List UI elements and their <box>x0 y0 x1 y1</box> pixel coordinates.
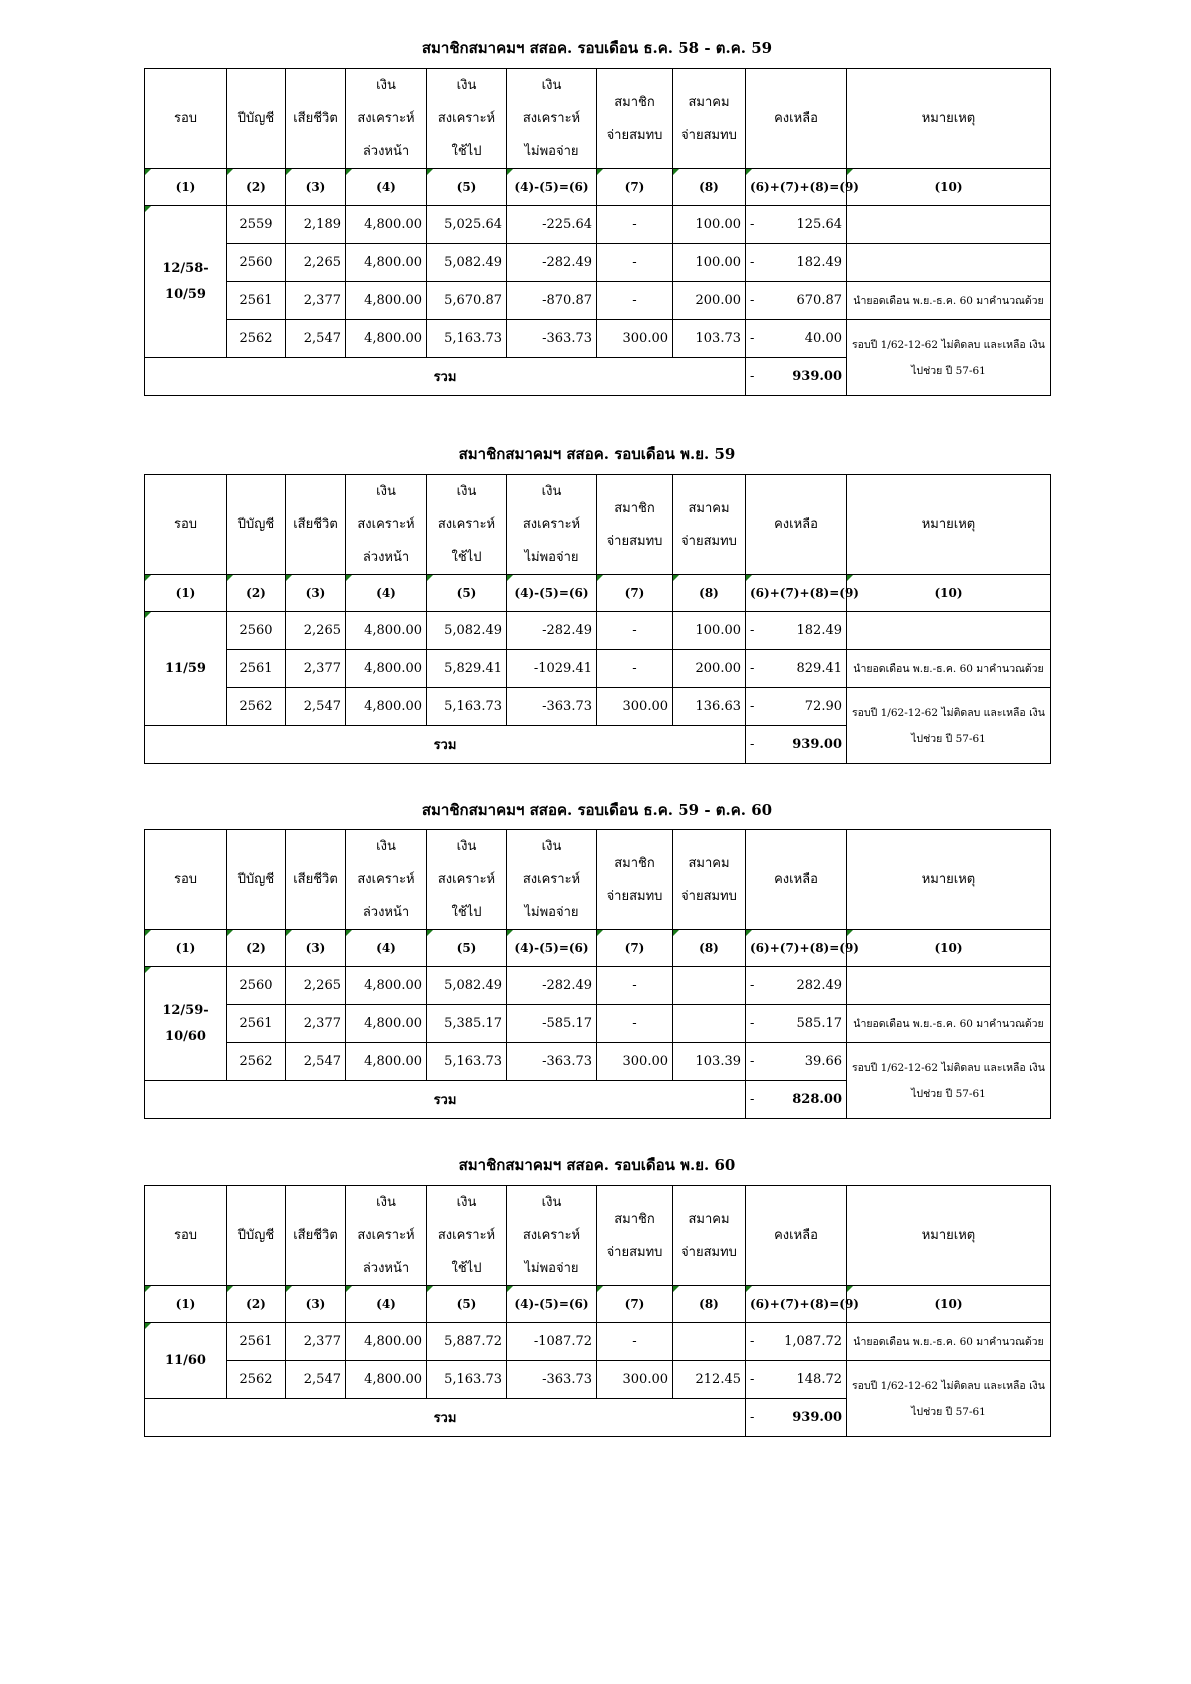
header-used-line: เงิน <box>456 78 477 93</box>
fiscal-year-cell: 2559 <box>227 206 286 244</box>
dash-mark: - <box>750 661 755 676</box>
dash-mark: - <box>750 293 755 308</box>
header-shortfall-line: ไม่พอจ่าย <box>524 550 579 565</box>
assoc-contrib-cell: 200.00 <box>673 650 746 688</box>
column-number: (6)+(7)+(8)=(9) <box>746 930 847 967</box>
header-assoc-contrib-line: จ่ายสมทบ <box>681 888 737 904</box>
header-deceased: เสียชีวิต <box>286 69 346 169</box>
header-advance-line: ล่วงหน้า <box>362 144 410 159</box>
advance-cell: 4,800.00 <box>346 967 427 1005</box>
header-fiscal-year: ปีบัญชี <box>227 830 286 930</box>
column-number: (5) <box>427 930 507 967</box>
column-number: (10) <box>847 169 1051 206</box>
dash-mark: - <box>750 255 755 270</box>
column-number: (7) <box>597 930 673 967</box>
advance-cell: 4,800.00 <box>346 282 427 320</box>
member-contrib-cell: 300.00 <box>597 1361 673 1399</box>
column-number: (10) <box>847 930 1051 967</box>
shortfall-cell: -363.73 <box>507 1361 597 1399</box>
fiscal-year-cell: 2561 <box>227 1005 286 1043</box>
header-advance-line: เงิน <box>376 1195 396 1210</box>
balance-value: 282.49 <box>796 978 842 993</box>
header-member-contrib-line: จ่ายสมทบ <box>606 1244 663 1260</box>
member-contrib-cell: - <box>597 612 673 650</box>
header-assoc-contrib-line: จ่ายสมทบ <box>681 127 737 143</box>
column-number: (10) <box>847 1286 1051 1323</box>
balance-value: 585.17 <box>796 1016 842 1031</box>
header-advance-line: เงิน <box>376 484 396 499</box>
advance-cell: 4,800.00 <box>346 206 427 244</box>
header-balance: คงเหลือ <box>746 475 847 575</box>
deceased-cell: 2,547 <box>286 1361 346 1399</box>
advance-cell: 4,800.00 <box>346 612 427 650</box>
deceased-cell: 2,265 <box>286 244 346 282</box>
remark-cell: รอบปี 1/62-12-62 ไม่ติดลบ และเหลือ เงินไปช่วย ปี 57-61 <box>847 1361 1051 1437</box>
deceased-cell: 2,265 <box>286 967 346 1005</box>
header-assoc-contrib-line: จ่ายสมทบ <box>681 533 737 549</box>
header-remark: หมายเหตุ <box>847 1186 1051 1286</box>
column-number: (1) <box>145 575 227 612</box>
header-round: รอบ <box>145 475 227 575</box>
advance-cell: 4,800.00 <box>346 650 427 688</box>
header-shortfall-line: สงเคราะห์ <box>522 517 581 532</box>
table-row <box>145 1361 1051 1399</box>
dash-mark: - <box>750 1334 755 1349</box>
header-remark: หมายเหตุ <box>847 475 1051 575</box>
column-number: (3) <box>286 1286 346 1323</box>
column-number: (4) <box>346 930 427 967</box>
total-label: รวม <box>145 1399 746 1437</box>
shortfall-cell: -363.73 <box>507 320 597 358</box>
fiscal-year-cell: 2561 <box>227 282 286 320</box>
table-title: สมาชิกสมาคมฯ สสอค. รอบเดือน พ.ย. 60 <box>458 1156 736 1174</box>
header-member-contrib <box>597 1186 673 1286</box>
used-cell: 5,670.87 <box>427 282 507 320</box>
balance-value: 148.72 <box>796 1372 842 1387</box>
summary-section <box>144 0 1050 1684</box>
header-used-line: เงิน <box>456 839 477 854</box>
balance-value: 829.41 <box>796 661 842 676</box>
column-number: (1) <box>145 930 227 967</box>
advance-cell: 4,800.00 <box>346 688 427 726</box>
remark-cell: รอบปี 1/62-12-62 ไม่ติดลบ และเหลือ เงินไปช่วย ปี 57-61 <box>847 1043 1051 1119</box>
header-advance-line: ล่วงหน้า <box>362 550 410 565</box>
column-number: (7) <box>597 1286 673 1323</box>
header-advance-line: สงเคราะห์ <box>357 1228 415 1243</box>
used-cell: 5,082.49 <box>427 967 507 1005</box>
dash-mark: - <box>750 737 755 752</box>
column-number: (8) <box>673 930 746 967</box>
header-shortfall-line: เงิน <box>541 78 562 93</box>
deceased-cell: 2,377 <box>286 1005 346 1043</box>
member-contrib-cell: - <box>597 244 673 282</box>
header-member-contrib-line: สมาชิก <box>614 94 655 110</box>
column-number: (2) <box>227 575 286 612</box>
header-shortfall-line: สงเคราะห์ <box>522 1228 581 1243</box>
column-number: (7) <box>597 575 673 612</box>
header-advance <box>346 1186 427 1286</box>
header-advance-line: เงิน <box>376 839 396 854</box>
header-advance-line: สงเคราะห์ <box>357 872 415 887</box>
fiscal-year-cell: 2561 <box>227 1323 286 1361</box>
balance-cell <box>746 1323 847 1361</box>
column-number: (2) <box>227 930 286 967</box>
shortfall-cell: -282.49 <box>507 244 597 282</box>
fiscal-year-cell: 2561 <box>227 650 286 688</box>
header-shortfall-line: ไม่พอจ่าย <box>524 144 579 159</box>
member-contrib-cell: - <box>597 282 673 320</box>
fiscal-year-cell: 2562 <box>227 1361 286 1399</box>
header-member-contrib-line: สมาชิก <box>614 500 655 516</box>
header-assoc-contrib-line: สมาคม <box>688 500 730 516</box>
advance-cell: 4,800.00 <box>346 1005 427 1043</box>
fiscal-year-cell: 2562 <box>227 688 286 726</box>
header-used-line: สงเคราะห์ <box>437 517 496 532</box>
column-number: (6)+(7)+(8)=(9) <box>746 169 847 206</box>
shortfall-cell: -225.64 <box>507 206 597 244</box>
deceased-cell: 2,547 <box>286 1043 346 1081</box>
deceased-cell: 2,265 <box>286 612 346 650</box>
shortfall-cell: -282.49 <box>507 612 597 650</box>
header-assoc-contrib-line: สมาคม <box>688 855 730 871</box>
member-contrib-cell: - <box>597 967 673 1005</box>
column-number: (4)-(5)=(6) <box>507 575 597 612</box>
assoc-contrib-cell: 100.00 <box>673 206 746 244</box>
dash-mark: - <box>750 1372 755 1387</box>
header-balance: คงเหลือ <box>746 69 847 169</box>
member-contrib-cell: - <box>597 1323 673 1361</box>
member-contrib-cell: 300.00 <box>597 1043 673 1081</box>
header-used-line: ใช้ไป <box>451 905 482 920</box>
header-used-line: ใช้ไป <box>451 550 482 565</box>
remark-cell: รอบปี 1/62-12-62 ไม่ติดลบ และเหลือ เงินไปช่วย ปี 57-61 <box>847 688 1051 764</box>
header-shortfall-line: เงิน <box>541 839 562 854</box>
header-deceased: เสียชีวิต <box>286 475 346 575</box>
table-title: สมาชิกสมาคมฯ สสอค. รอบเดือน ธ.ค. 58 - ต.ค. 59 <box>421 39 773 57</box>
header-deceased: เสียชีวิต <box>286 830 346 930</box>
total-value: 939.00 <box>792 369 842 384</box>
assoc-contrib-cell: 136.63 <box>673 688 746 726</box>
balance-value: 72.90 <box>804 699 842 714</box>
member-contrib-cell: - <box>597 206 673 244</box>
balance-value: 670.87 <box>796 293 842 308</box>
header-used-line: สงเคราะห์ <box>437 111 496 126</box>
remark-cell: นำยอดเดือน พ.ย.-ธ.ค. 60 มาคำนวณด้วย <box>847 650 1051 688</box>
header-shortfall-line: ไม่พอจ่าย <box>524 1261 579 1276</box>
header-shortfall-line: ไม่พอจ่าย <box>524 905 579 920</box>
dash-mark: - <box>750 1054 755 1069</box>
assoc-contrib-cell: 200.00 <box>673 282 746 320</box>
column-number-row <box>145 1286 1051 1323</box>
column-number: (4)-(5)=(6) <box>507 930 597 967</box>
table-title: สมาชิกสมาคมฯ สสอค. รอบเดือน ธ.ค. 59 - ต.ค. 60 <box>421 801 773 819</box>
used-cell: 5,163.73 <box>427 688 507 726</box>
shortfall-cell: -363.73 <box>507 1043 597 1081</box>
header-used-line: สงเคราะห์ <box>437 1228 496 1243</box>
dash-mark: - <box>750 623 755 638</box>
round-cell: 11/60 <box>145 1323 227 1399</box>
column-number: (8) <box>673 169 746 206</box>
assoc-contrib-cell: 212.45 <box>673 1361 746 1399</box>
header-remark: หมายเหตุ <box>847 69 1051 169</box>
header-advance-line: ล่วงหน้า <box>362 1261 410 1276</box>
total-label: รวม <box>145 1081 746 1119</box>
header-fiscal-year: ปีบัญชี <box>227 1186 286 1286</box>
header-used-line: ใช้ไป <box>451 1261 482 1276</box>
header-shortfall <box>507 1186 597 1286</box>
header-advance-line: สงเคราะห์ <box>357 517 415 532</box>
advance-cell: 4,800.00 <box>346 1323 427 1361</box>
round-cell: 12/59-10/60 <box>145 967 227 1081</box>
header-assoc-contrib-line: สมาคม <box>688 94 730 110</box>
header-fiscal-year: ปีบัญชี <box>227 475 286 575</box>
header-deceased: เสียชีวิต <box>286 1186 346 1286</box>
header-shortfall-line: สงเคราะห์ <box>522 872 581 887</box>
assoc-contrib-cell: 100.00 <box>673 244 746 282</box>
header-balance: คงเหลือ <box>746 830 847 930</box>
dash-mark: - <box>750 699 755 714</box>
header-advance-line: สงเคราะห์ <box>357 111 415 126</box>
deceased-cell: 2,377 <box>286 650 346 688</box>
header-used-line: เงิน <box>456 1195 477 1210</box>
column-number: (8) <box>673 1286 746 1323</box>
column-number: (4) <box>346 1286 427 1323</box>
balance-value: 1,087.72 <box>784 1334 842 1349</box>
remark-cell: นำยอดเดือน พ.ย.-ธ.ค. 60 มาคำนวณด้วย <box>847 1323 1051 1361</box>
column-number: (1) <box>145 1286 227 1323</box>
column-number: (4) <box>346 169 427 206</box>
shortfall-cell: -1029.41 <box>507 650 597 688</box>
advance-cell: 4,800.00 <box>346 320 427 358</box>
header-member-contrib-line: จ่ายสมทบ <box>606 888 663 904</box>
header-fiscal-year: ปีบัญชี <box>227 69 286 169</box>
used-cell: 5,025.64 <box>427 206 507 244</box>
deceased-cell: 2,377 <box>286 282 346 320</box>
member-contrib-cell: - <box>597 1005 673 1043</box>
deceased-cell: 2,547 <box>286 320 346 358</box>
column-number: (10) <box>847 575 1051 612</box>
header-used-line: สงเคราะห์ <box>437 872 496 887</box>
total-label: รวม <box>145 726 746 764</box>
summary-table <box>144 1185 1051 1437</box>
column-number: (4)-(5)=(6) <box>507 1286 597 1323</box>
fiscal-year-cell: 2560 <box>227 967 286 1005</box>
header-used-line: ใช้ไป <box>451 144 482 159</box>
assoc-contrib-cell: 100.00 <box>673 612 746 650</box>
remark-cell: นำยอดเดือน พ.ย.-ธ.ค. 60 มาคำนวณด้วย <box>847 282 1051 320</box>
shortfall-cell: -870.87 <box>507 282 597 320</box>
shortfall-cell: -585.17 <box>507 1005 597 1043</box>
header-assoc-contrib-line: จ่ายสมทบ <box>681 1244 737 1260</box>
round-cell: 12/58-10/59 <box>145 206 227 358</box>
dash-mark: - <box>750 331 755 346</box>
assoc-contrib-cell <box>673 1323 746 1361</box>
shortfall-cell: -282.49 <box>507 967 597 1005</box>
column-number: (5) <box>427 575 507 612</box>
member-contrib-cell: - <box>597 650 673 688</box>
table-title: สมาชิกสมาคมฯ สสอค. รอบเดือน พ.ย. 59 <box>458 445 736 463</box>
column-number: (2) <box>227 1286 286 1323</box>
total-value: 828.00 <box>792 1092 842 1107</box>
balance-cell <box>746 1361 847 1399</box>
balance-value: 39.66 <box>804 1054 842 1069</box>
deceased-cell: 2,189 <box>286 206 346 244</box>
dash-mark: - <box>750 217 755 232</box>
header-round: รอบ <box>145 830 227 930</box>
assoc-contrib-cell: 103.39 <box>673 1043 746 1081</box>
header-round: รอบ <box>145 1186 227 1286</box>
used-cell: 5,163.73 <box>427 320 507 358</box>
column-number: (3) <box>286 575 346 612</box>
column-number: (2) <box>227 169 286 206</box>
fiscal-year-cell: 2562 <box>227 1043 286 1081</box>
column-number: (6)+(7)+(8)=(9) <box>746 1286 847 1323</box>
dash-mark: - <box>750 1410 755 1425</box>
assoc-contrib-cell: 103.73 <box>673 320 746 358</box>
header-remark: หมายเหตุ <box>847 830 1051 930</box>
fiscal-year-cell: 2562 <box>227 320 286 358</box>
dash-mark: - <box>750 978 755 993</box>
table-row <box>145 1323 1051 1361</box>
total-label: รวม <box>145 358 746 396</box>
header-shortfall-line: เงิน <box>541 484 562 499</box>
header-member-contrib-line: จ่ายสมทบ <box>606 127 663 143</box>
column-number: (7) <box>597 169 673 206</box>
used-cell: 5,163.73 <box>427 1361 507 1399</box>
header-shortfall-line: เงิน <box>541 1195 562 1210</box>
balance-value: 40.00 <box>804 331 842 346</box>
used-cell: 5,829.41 <box>427 650 507 688</box>
column-number: (4) <box>346 575 427 612</box>
fiscal-year-cell: 2560 <box>227 612 286 650</box>
column-number: (8) <box>673 575 746 612</box>
shortfall-cell: -1087.72 <box>507 1323 597 1361</box>
used-cell: 5,385.17 <box>427 1005 507 1043</box>
balance-value: 125.64 <box>796 217 842 232</box>
member-contrib-cell: 300.00 <box>597 320 673 358</box>
header-row <box>145 1186 1051 1286</box>
used-cell: 5,082.49 <box>427 612 507 650</box>
dash-mark: - <box>750 369 755 384</box>
advance-cell: 4,800.00 <box>346 1361 427 1399</box>
deceased-cell: 2,377 <box>286 1323 346 1361</box>
dash-mark: - <box>750 1092 755 1107</box>
used-cell: 5,163.73 <box>427 1043 507 1081</box>
total-value: 939.00 <box>792 1410 842 1425</box>
header-assoc-contrib-line: สมาคม <box>688 1211 730 1227</box>
header-used <box>427 1186 507 1286</box>
balance-value: 182.49 <box>796 623 842 638</box>
fiscal-year-cell: 2560 <box>227 244 286 282</box>
advance-cell: 4,800.00 <box>346 244 427 282</box>
shortfall-cell: -363.73 <box>507 688 597 726</box>
header-shortfall-line: สงเคราะห์ <box>522 111 581 126</box>
header-member-contrib-line: สมาชิก <box>614 1211 655 1227</box>
header-used-line: เงิน <box>456 484 477 499</box>
member-contrib-cell: 300.00 <box>597 688 673 726</box>
total-value: 939.00 <box>792 737 842 752</box>
round-cell: 11/59 <box>145 612 227 726</box>
column-number: (4)-(5)=(6) <box>507 169 597 206</box>
advance-cell: 4,800.00 <box>346 1043 427 1081</box>
used-cell: 5,887.72 <box>427 1323 507 1361</box>
header-member-contrib-line: สมาชิก <box>614 855 655 871</box>
column-number: (5) <box>427 1286 507 1323</box>
column-number: (3) <box>286 169 346 206</box>
remark-cell: รอบปี 1/62-12-62 ไม่ติดลบ และเหลือ เงินไปช่วย ปี 57-61 <box>847 320 1051 396</box>
header-assoc-contrib <box>673 1186 746 1286</box>
balance-value: 182.49 <box>796 255 842 270</box>
column-number: (1) <box>145 169 227 206</box>
remark-cell: นำยอดเดือน พ.ย.-ธ.ค. 60 มาคำนวณด้วย <box>847 1005 1051 1043</box>
header-round: รอบ <box>145 69 227 169</box>
header-advance-line: เงิน <box>376 78 396 93</box>
column-number: (6)+(7)+(8)=(9) <box>746 575 847 612</box>
column-number: (5) <box>427 169 507 206</box>
header-member-contrib-line: จ่ายสมทบ <box>606 533 663 549</box>
dash-mark: - <box>750 1016 755 1031</box>
header-advance-line: ล่วงหน้า <box>362 905 410 920</box>
deceased-cell: 2,547 <box>286 688 346 726</box>
total-value-cell <box>746 1399 847 1437</box>
used-cell: 5,082.49 <box>427 244 507 282</box>
column-number: (3) <box>286 930 346 967</box>
header-balance: คงเหลือ <box>746 1186 847 1286</box>
